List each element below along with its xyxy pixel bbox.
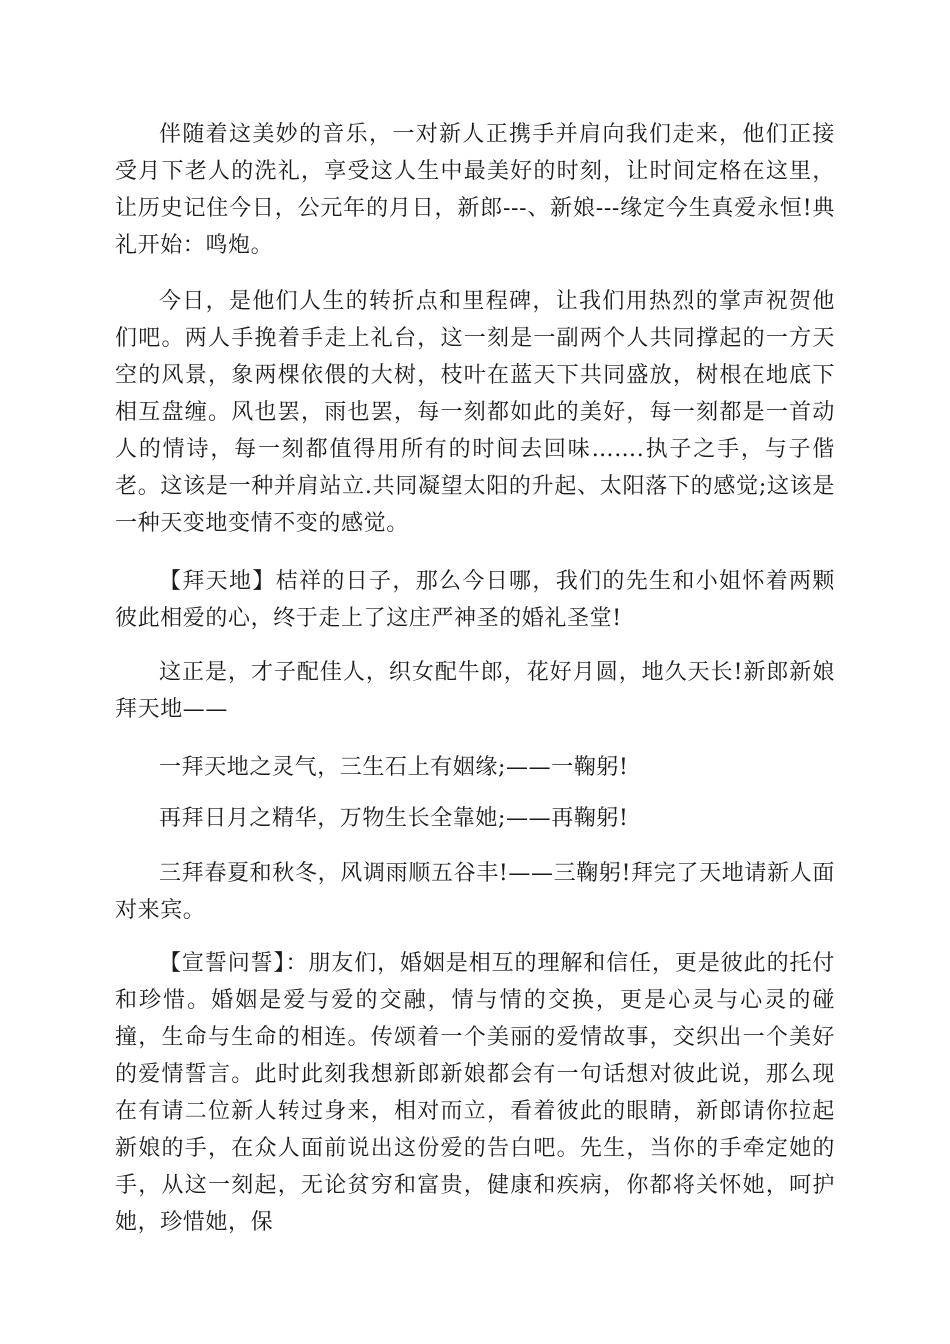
paragraph-intro: 伴随着这美妙的音乐，一对新人正携手并肩向我们走来，他们正接受月下老人的洗礼，享受这人生中最美好的时刻，让时间定格在这里，让历史记住今日，公元年的月日，新郎---、新娘---缘定今生真爱永恒!典礼开始：鸣炮。: [115, 122, 835, 258]
paragraph-third-bow: 三拜春夏和秋冬，风调雨顺五谷丰!——三鞠躬!拜完了天地请新人面对来宾。: [115, 861, 835, 923]
paragraph-second-bow: 再拜日月之精华，万物生长全靠她;——再鞠躬!: [159, 806, 629, 831]
paragraph-vows: 【宣誓问誓】：朋友们，婚姻是相互的理解和信任，更是彼此的托付和珍惜。婚姻是爱与爱的交融，情与情的交换，更是心灵与心灵的碰撞，生命与生命的相连。传颂着一个美丽的爱情故事，交织出一个美好的爱情誓言。此时此刻我想新郎新娘都会有一句话想对彼此说，那么现在有请二位新人转过身来，相对而立，看着彼此的眼睛，新郎请你拉起新娘的手，在众人面前说出这份爱的告白吧。先生，当你的手牵定她的手，从这一刻起，无论贫穷和富贵，健康和疾病，你都将关怀她，呵护她，珍惜她，保: [115, 951, 835, 1235]
paragraph-bai-tian-di: 【拜天地】桔祥的日子，那么今日哪，我们的先生和小姐怀着两颗彼此相爱的心，终于走上了这庄严神圣的婚礼圣堂!: [115, 569, 835, 631]
paragraph-milestone: 今日，是他们人生的转折点和里程碑，让我们用热烈的掌声祝贺他们吧。两人手挽着手走上礼台，这一刻是一副两个人共同撑起的一方天空的风景，象两棵依偎的大树，枝叶在蓝天下共同盛放，树根在地底下相互盘缠。风也罢，雨也罢，每一刻都如此的美好，每一刻都是一首动人的情诗，每一刻都值得用所有的时间去回味…….执子之手，与子偕老。这该是一种并肩站立.共同凝望太阳的升起、太阳落下的感觉;这该是一种天变地变情不变的感觉。: [115, 289, 835, 536]
paragraph-first-bow: 一拜天地之灵气，三生石上有姻缘;——一鞠躬!: [159, 755, 629, 780]
paragraph-cai-zi-jia-ren: 这正是，才子配佳人，织女配牛郎，花好月圆，地久天长!新郎新娘拜天地——: [115, 660, 835, 722]
